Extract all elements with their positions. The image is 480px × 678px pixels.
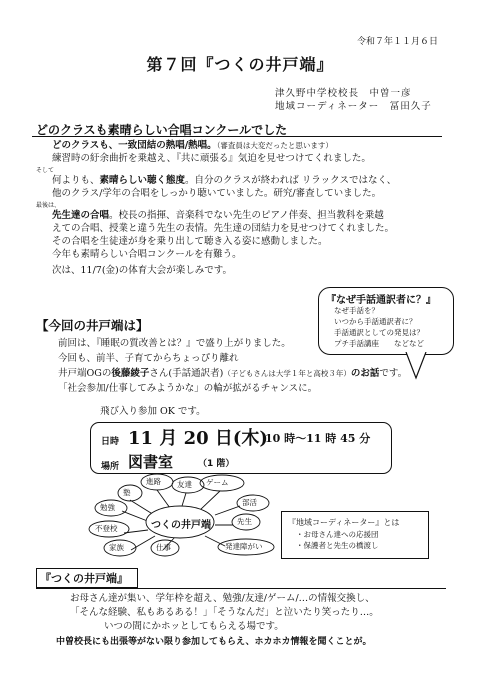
section1-p3-line3: その合唱を生徒達が身を乗り出して聴き入る姿に感動しました。 [52, 236, 328, 247]
section2-line4: 「社会参加/仕事してみようかな」の輪が拡がるチャンスに。 [58, 383, 318, 394]
topic-tomodachi: 友達 [177, 480, 192, 489]
section3-line3: いつの間にかホッとしてもらえる場です。 [104, 621, 284, 632]
topic-game: ゲーム [206, 478, 229, 487]
diagram-center: つくの井戸端 [151, 520, 211, 531]
p1-note: （審査員は大変だったと思います） [216, 141, 333, 150]
callout-title: 『なぜ手話通訳者に？』 [326, 295, 436, 306]
coordinator-title: 『地域コーディネーター』とは [288, 518, 400, 527]
issue-date: 令和７年１１月６日 [356, 37, 438, 47]
page-title: 第７回『つくの井戸端』 [146, 55, 334, 74]
section1-p3-line2: えての合唱、授業と違う先生の表情。先生達の団結力を見せつけてくれました。 [52, 223, 395, 234]
topic-sensei: 先生 [237, 517, 252, 526]
section2-heading: 【今回の井戸端は】 [36, 318, 149, 333]
welcome-note: 飛び入り参加 OK です。 [100, 406, 206, 417]
section3-line1: お母さん達が集い、学年枠を超え、勉強/友達/ゲーム/…の情報交換し、 [70, 593, 375, 604]
topic-shigoto: 仕事 [156, 543, 171, 552]
callout-line: いつから手話通訳者に？ [334, 317, 417, 326]
l3-post: です。 [379, 368, 408, 379]
section3-rule [36, 588, 446, 589]
topic-juku: 塾 [123, 488, 131, 497]
p2-bold: 素晴らしい聴く態度 [99, 175, 186, 186]
event-date: 11 月 20 日(木) [128, 428, 268, 449]
topic-benkyo: 勉強 [100, 503, 115, 512]
p1-bold: どのクラスも、一致団結の熱唱/熱唱。 [52, 140, 217, 151]
topic-futoko: 不登校 [95, 524, 118, 533]
label-soshite: そして [36, 167, 55, 174]
l3-bold: のお話 [350, 368, 380, 379]
topic-shinro: 進路 [146, 477, 161, 486]
l3-mid: さん(手話通訳者) [149, 368, 224, 379]
p2-pre: 何よりも、 [52, 175, 100, 186]
section2-line2: 今回も、前半、子育てからちょっぴり離れ [58, 353, 239, 364]
author-coordinator: 地域コーディネーター 冨田久子 [275, 101, 432, 112]
author-principal: 津久野中学校校長 中曽一彦 [275, 88, 412, 99]
coordinator-role: ・お母さん達への応援団 [296, 530, 379, 539]
event-floor: （1 階） [198, 459, 235, 469]
p3-bold: 先生達の合唱 [52, 210, 110, 221]
event-place: 図書室 [128, 453, 174, 471]
p3-post: 。校長の指揮、音楽科でない先生のピアノ伴奏、担当教科を乗越 [109, 210, 384, 221]
section3-line2: 「そんな経験、私もあるある！」「そうなんだ」と泣いたり笑ったり…。 [70, 607, 379, 618]
l3-pre: 井戸端OGの [58, 368, 112, 379]
callout-line: プチ手話講座 などなど [334, 339, 424, 348]
section1-p3-line4: 今年も素晴らしい合唱コンクールを有難う。 [52, 249, 242, 260]
section3-heading: 『つくの井戸端』 [40, 572, 128, 585]
topic-kazoku: 家族 [109, 543, 124, 552]
event-time: 10 時〜11 時 45 分 [265, 432, 371, 445]
callout-line: 手話通訳としての発見は？ [334, 328, 424, 337]
speaker-name: 後藤綾子 [111, 368, 150, 379]
l3-note: （子どもさんは大学１年と高校３年） [223, 369, 351, 378]
topic-bukatsu: 部活 [242, 498, 257, 507]
section1-p4: 次は、11/7(金)の体育大会が楽しみです。 [52, 265, 232, 276]
section3-line4: 中曽校長にも出張等がない限り参加してもらえ、ホカホカ情報を聞くことが。 [56, 637, 372, 647]
topic-hattatsu: 発達障がい [225, 542, 263, 551]
section1-p2-line2: 他のクラス/学年の合唱をしっかり聴いていました。研究/審査していました。 [52, 188, 382, 199]
callout-line: なぜ手話を？ [334, 306, 379, 315]
date-label: 日時 [101, 437, 120, 447]
section1-p1-line2: 練習時の紆余曲折を乗越え、『共に頑張る』気迫を見せつけてくれました。 [52, 153, 371, 164]
coordinator-role: ・保護者と先生の橋渡し [296, 541, 379, 550]
section2-line1: 前回は、『睡眠の質改善とは？』で盛り上がりました。 [58, 338, 291, 349]
section1-heading: どのクラスも素晴らしい合唱コンクールでした [36, 123, 288, 137]
place-label: 場所 [101, 462, 120, 472]
p2-post: 。自分のクラスが終われば リラックスではなく、 [185, 175, 397, 186]
label-saigo: 最後は、 [36, 202, 61, 209]
